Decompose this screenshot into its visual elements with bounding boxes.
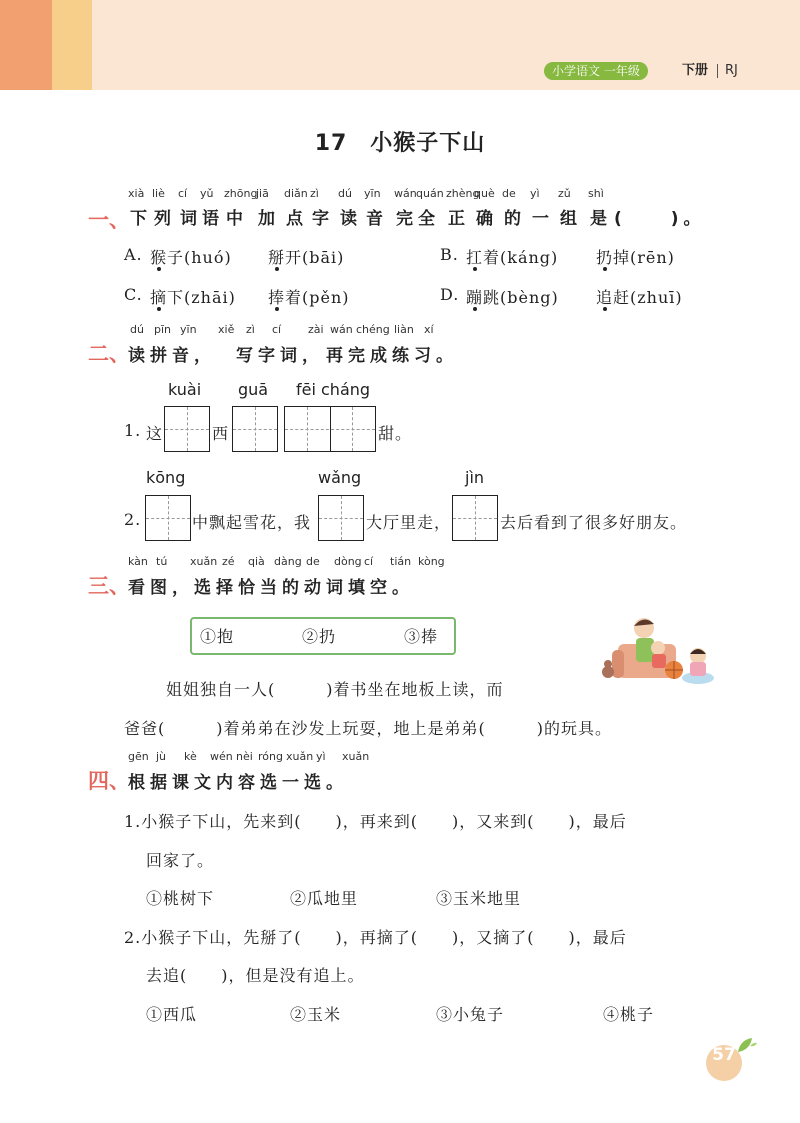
writing-box-jin[interactable]: [452, 495, 498, 541]
item1-number: 1.: [124, 421, 142, 440]
pinyin-syllable: cí: [272, 323, 282, 336]
verb-choice-3: ③捧: [404, 627, 439, 646]
section1-number: 一、: [88, 208, 130, 232]
q1-line2: 回家了。: [146, 851, 215, 870]
header-divider: [717, 64, 718, 78]
q2-line1: 2.小猴子下山，先掰了( )，再摘了( )，又摘了( )，最后: [124, 928, 627, 947]
page-number: 57: [706, 1045, 742, 1081]
pinyin-syllable: wán: [330, 323, 353, 336]
pinyin-syllable: yì: [316, 750, 326, 763]
pinyin-syllable: jù: [156, 750, 167, 763]
writing-box-kuai[interactable]: [164, 406, 210, 452]
title-character: 语: [202, 209, 224, 229]
q1-option-3: ③玉米地里: [436, 889, 522, 908]
pinyin-syllable: yǔ: [200, 187, 214, 200]
option-a-label: A.: [124, 245, 143, 264]
option-c-word1: 摘下(zhāi): [150, 288, 236, 307]
section2-title-part3: 再完成练习。: [326, 346, 458, 366]
pinyin-syllable: tú: [156, 555, 168, 568]
title-character: 正: [448, 209, 470, 229]
writing-box-wang[interactable]: [318, 495, 364, 541]
title-character: 的: [504, 209, 526, 229]
section2-title-part2: 写字词，: [236, 346, 324, 366]
option-b-word2: 扔掉(rēn): [596, 248, 675, 267]
pinyin-kong: kōng: [146, 468, 186, 487]
pinyin-syllable: zì: [246, 323, 255, 336]
item2-text3: 去后看到了很多好朋友。: [500, 513, 688, 532]
pinyin-gua: guā: [238, 380, 269, 399]
title-character: 读: [340, 209, 362, 229]
title-character: 是: [590, 209, 612, 229]
pinyin-syllable: liè: [152, 187, 165, 200]
pinyin-syllable: wán: [394, 187, 417, 200]
pinyin-syllable: zì: [310, 187, 319, 200]
verb-choice-2: ②扔: [302, 627, 337, 646]
title-character: 完: [396, 209, 418, 229]
option-b-word1: 扛着(káng): [466, 248, 559, 267]
section1-title-tail: ( )。: [614, 209, 706, 229]
item2-text2: 大厅里走，: [366, 513, 452, 532]
pinyin-syllable: liàn: [394, 323, 414, 336]
verb-choice-1: ①抱: [200, 627, 235, 646]
q2-line2: 去追( )，但是没有追上。: [146, 966, 365, 985]
pinyin-syllable: yīn: [180, 323, 197, 336]
pinyin-syllable: xí: [424, 323, 434, 336]
title-character: 中: [226, 209, 248, 229]
pinyin-syllable: xuǎn: [286, 750, 314, 763]
pinyin-wang: wǎng: [318, 468, 362, 487]
emphasis-dot: [157, 307, 161, 311]
pinyin-syllable: zài: [308, 323, 324, 336]
pinyin-syllable: zhōng: [224, 187, 258, 200]
header-accent-yellow: [52, 0, 92, 90]
pinyin-syllable: róng: [258, 750, 283, 763]
section2-number: 二、: [88, 342, 130, 366]
option-a-word1: 猴子(huó): [150, 248, 232, 267]
emphasis-dot: [473, 267, 477, 271]
option-c-word2: 捧着(pěn): [268, 288, 350, 307]
option-b-label: B.: [440, 245, 459, 264]
pinyin-syllable: xuǎn: [190, 555, 218, 568]
item2-number: 2.: [124, 510, 142, 529]
writing-box-gua[interactable]: [232, 406, 278, 452]
pinyin-syllable: gēn: [128, 750, 149, 763]
q2-option-3: ③小兔子: [436, 1005, 505, 1024]
pinyin-syllable: què: [474, 187, 495, 200]
header-accent-orange: [0, 0, 52, 90]
pinyin-syllable: kè: [184, 750, 197, 763]
item1-post-text: 甜。: [378, 424, 413, 443]
title-character: 点: [286, 209, 308, 229]
pinyin-syllable: zhèng: [446, 187, 480, 200]
pinyin-syllable: shì: [588, 187, 604, 200]
pinyin-syllable: kòng: [418, 555, 445, 568]
q1-line1: 1.小猴子下山，先来到( )，再来到( )，又来到( )，最后: [124, 812, 627, 831]
pinyin-syllable: nèi: [236, 750, 253, 763]
pinyin-syllable: zǔ: [558, 187, 571, 200]
section3-line2: 爸爸( )着弟弟在沙发上玩耍，地上是弟弟( )的玩具。: [124, 719, 612, 738]
book-subject-pill: 小学语文 一年级: [544, 62, 648, 80]
pinyin-jin: jìn: [465, 468, 485, 487]
option-d-word2: 追赶(zhuī): [596, 288, 683, 307]
pinyin-syllable: xuǎn: [342, 750, 370, 763]
q2-option-4: ④桃子: [603, 1005, 655, 1024]
pinyin-syllable: diǎn: [284, 187, 308, 200]
pinyin-syllable: chéng: [356, 323, 390, 336]
pinyin-syllable: xià: [128, 187, 145, 200]
pinyin-kuai: kuài: [168, 380, 202, 399]
pinyin-syllable: tián: [390, 555, 412, 568]
book-edition: RJ: [725, 63, 738, 78]
emphasis-dot: [275, 307, 279, 311]
pinyin-syllable: xiě: [218, 323, 235, 336]
title-character: 组: [560, 209, 582, 229]
option-d-word1: 蹦跳(bèng): [466, 288, 559, 307]
pinyin-syllable: pīn: [154, 323, 172, 336]
item1-mid-text: 西: [212, 424, 230, 443]
pinyin-syllable: yì: [530, 187, 540, 200]
title-character: 字: [312, 209, 334, 229]
option-d-label: D.: [440, 285, 460, 304]
pinyin-feichang: fēi cháng: [296, 380, 371, 399]
pinyin-syllable: dú: [130, 323, 144, 336]
pinyin-syllable: dú: [338, 187, 352, 200]
header-band: [0, 0, 800, 90]
writing-box-feichang[interactable]: [284, 406, 376, 452]
pinyin-syllable: kàn: [128, 555, 148, 568]
title-character: 音: [366, 209, 388, 229]
item2-text1: 中飘起雪花，我: [192, 513, 312, 532]
title-character: 下: [130, 209, 152, 229]
pinyin-syllable: de: [306, 555, 320, 568]
section4-number: 四、: [88, 769, 130, 793]
pinyin-syllable: yīn: [364, 187, 381, 200]
title-character: 一: [532, 209, 554, 229]
section4-title: 根据课文内容选一选。: [128, 773, 348, 793]
pinyin-syllable: cí: [178, 187, 188, 200]
title-character: 全: [418, 209, 440, 229]
pinyin-syllable: jiā: [256, 187, 269, 200]
emphasis-dot: [157, 267, 161, 271]
emphasis-dot: [603, 267, 607, 271]
pinyin-syllable: zé: [222, 555, 235, 568]
pinyin-syllable: qià: [248, 555, 265, 568]
section3-line1: 姐姐独自一人( )着书坐在地板上读，而: [166, 680, 504, 699]
pinyin-syllable: de: [502, 187, 516, 200]
emphasis-dot: [275, 267, 279, 271]
q2-option-1: ①西瓜: [146, 1005, 198, 1024]
lesson-title: 17 小猴子下山: [314, 131, 486, 156]
emphasis-dot: [603, 307, 607, 311]
option-a-word2: 掰开(bāi): [268, 248, 345, 267]
section3-title: 看图，选择恰当的动词填空。: [128, 578, 414, 598]
pinyin-syllable: wén: [210, 750, 233, 763]
q2-option-2: ②玉米: [290, 1005, 342, 1024]
item1-pre-text: 这: [146, 424, 164, 443]
section3-number: 三、: [88, 574, 130, 598]
leaf-icon: [736, 1036, 758, 1054]
title-character: 加: [258, 209, 280, 229]
q1-option-1: ①桃树下: [146, 889, 215, 908]
title-character: 词: [180, 209, 202, 229]
family-reading-illustration: [598, 610, 718, 692]
option-c-label: C.: [124, 285, 143, 304]
pinyin-syllable: quán: [416, 187, 444, 200]
q1-option-2: ②瓜地里: [290, 889, 359, 908]
title-character: 确: [476, 209, 498, 229]
title-character: 列: [154, 209, 176, 229]
emphasis-dot: [473, 307, 477, 311]
book-volume: 下册: [682, 63, 709, 78]
writing-box-kong[interactable]: [145, 495, 191, 541]
section2-title-part1: 读拼音，: [128, 346, 216, 366]
pinyin-syllable: dòng: [334, 555, 362, 568]
pinyin-syllable: dàng: [274, 555, 302, 568]
pinyin-syllable: cí: [364, 555, 374, 568]
